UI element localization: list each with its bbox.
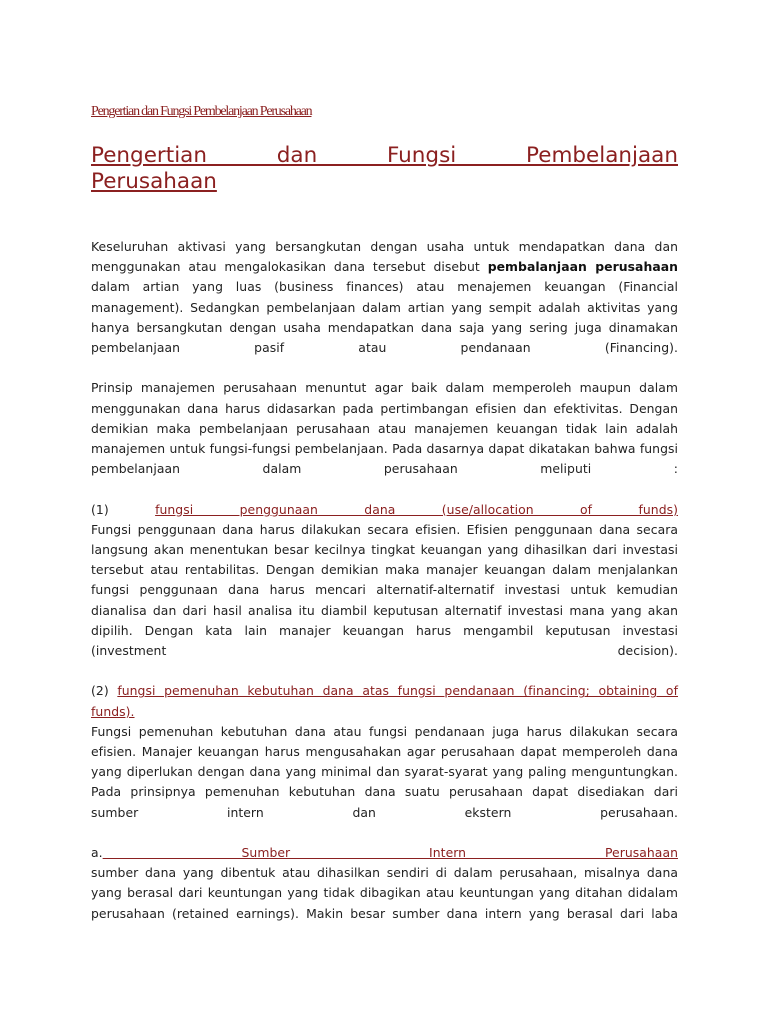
section-2-prefix: (2) (91, 683, 118, 699)
article-body (91, 237, 678, 924)
page-title-line-2: Perusahaan (91, 169, 217, 194)
intro-text-before: Keseluruhan aktivasi yang bersangkutan dengan usaha untuk mendapatkan dana dan menggunakan atau mengalokasikan dana tersebut disebut (91, 239, 678, 275)
intro-text-after: dalam artian yang luas (business finances) atau menajemen keuangan (Financial management). Sedangkan pembelanjaan dalam artian yang sempit adalah aktivitas yang hanya bersangkutan dengan usaha mendapatkan dana saja yang sering juga dinamakan pembelanjaan pasif atau pendanaan (Financing). (91, 279, 678, 356)
section-3-prefix: a. (91, 845, 103, 861)
page-title-line-1: Pengertian dan Fungsi Pembelanjaan (91, 143, 678, 168)
section-use-of-funds (91, 500, 678, 662)
section-1-heading-link[interactable]: fungsi penggunaan dana (use/allocation of funds) (155, 501, 678, 517)
paragraph-intro (91, 237, 678, 358)
section-3-heading-link[interactable]: Sumber Intern Perusahaan (102, 845, 678, 861)
section-1-body: Fungsi penggunaan dana harus dilakukan secara efisien. Efisien penggunaan dana secara langsung akan menentukan besar kecilnya tingkat keuangan yang dihasilkan dari investasi tersebut atau rentabilitas. Dengan demikian maka manajer keuangan dalam menjalankan fungsi penggunaan dana harus mencari alternatif-alternatif investasi untuk kemudian dianalisa dan dari hasil analisa itu diambil keputusan alternatif investasi mana yang akan dipilih. Dengan kata lain manajer keuangan harus mengambil keputusan investasi (investment decision). (91, 521, 678, 659)
section-2-body: Fungsi pemenuhan kebutuhan dana atau fungsi pendanaan juga harus dilakukan secara efisien. Manajer keuangan harus mengusahakan agar perusahaan dapat memperoleh dana yang diperlukan dengan dana yang minimal dan syarat-syarat yang paling menguntungkan. Pada prinsipnya pemenuhan kebutuhan dana suatu perusahaan dapat disediakan dari sumber intern dan ekstern perusahaan. (91, 723, 678, 820)
section-internal-source (91, 843, 678, 924)
section-financing (91, 681, 678, 822)
paragraph-principles: Prinsip manajemen perusahaan menuntut agar baik dalam memperoleh maupun dalam menggunakan dana harus didasarkan pada pertimbangan efisien dan efektivitas. Dengan demikian maka pembelanjaan perusahaan atau manajemen keuangan tidak lain adalah manajemen untuk fungsi-fungsi pembelanjaan. Pada dasarnya dapat dikatakan bahwa fungsi pembelanjaan dalam perusahaan meliputi : (91, 380, 678, 477)
section-1-heading-line (91, 500, 678, 520)
intro-bold-term: pembalanjaan perusahaan (487, 259, 679, 275)
section-3-body: sumber dana yang dibentuk atau dihasilkan sendiri di dalam perusahaan, misalnya dana yang berasal dari keuntungan yang tidak dibagikan atau keuntungan yang ditahan didalam perusahaan (retained earnings). Makin besar sumber dana intern yang berasal dari laba (91, 865, 678, 921)
section-1-prefix: (1) (91, 501, 156, 517)
section-2-heading-link[interactable]: fungsi pemenuhan kebutuhan dana atas fungsi pendanaan (financing; obtaining of funds). (91, 683, 678, 719)
section-2-heading-line (91, 681, 678, 721)
header-link-title[interactable]: Pengertian dan Fungsi Pembelanjaan Perusahaan (91, 104, 312, 119)
section-3-heading-line (91, 843, 678, 863)
page-title (91, 143, 678, 195)
